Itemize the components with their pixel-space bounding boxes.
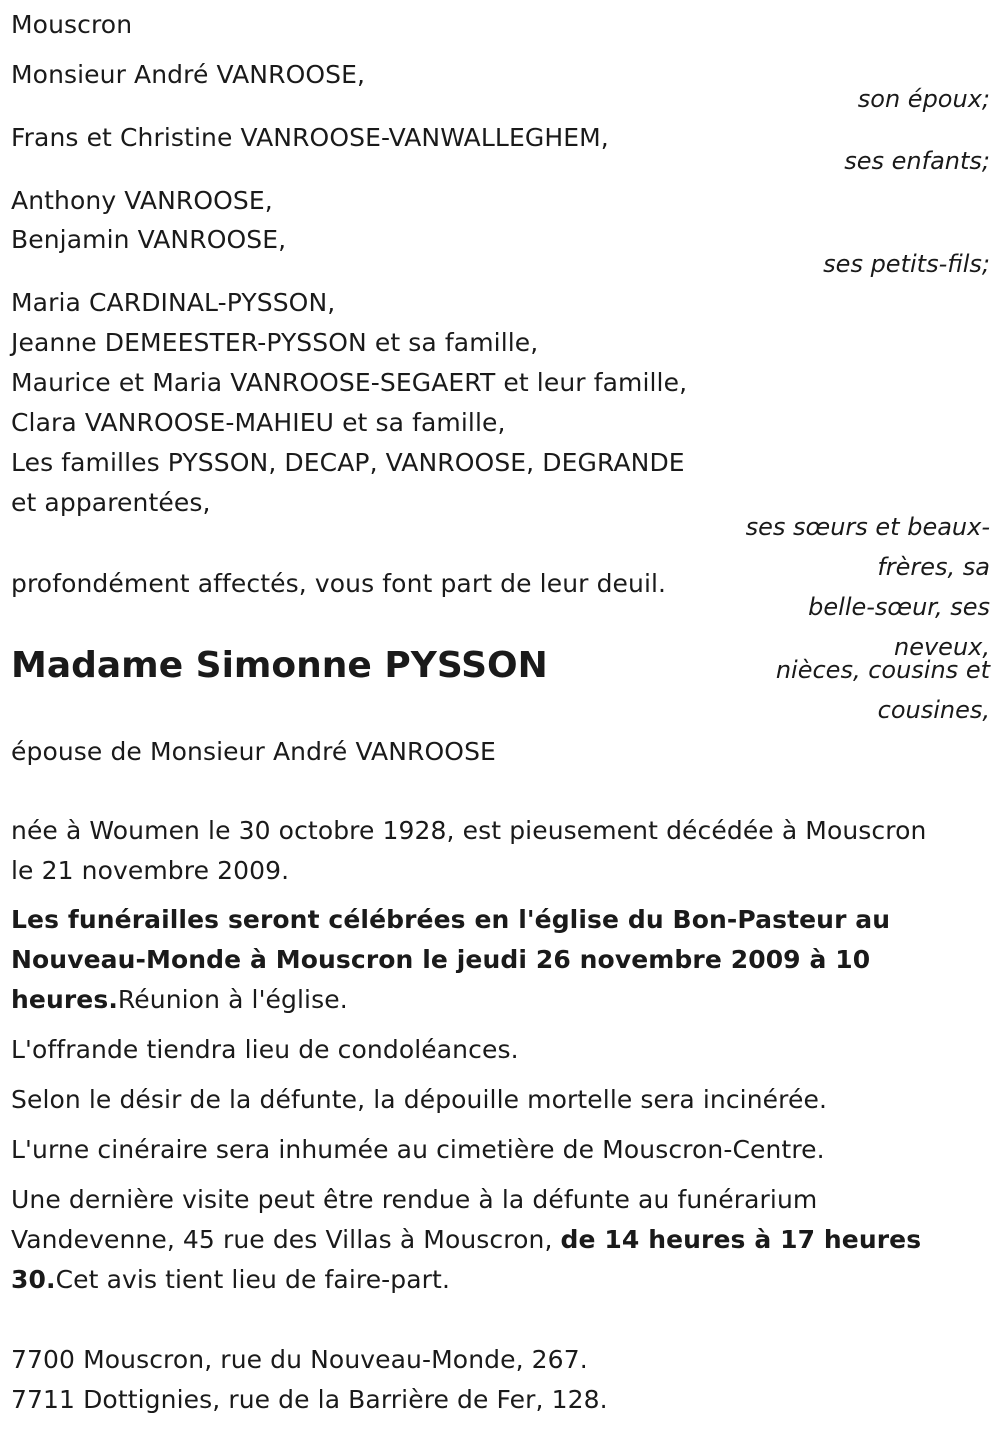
relatives-relation-line: cousines, — [877, 696, 990, 724]
funeral-gathering: Réunion à l'église. — [117, 985, 348, 1014]
relative-name: et apparentées, — [11, 488, 211, 517]
city-header: Mouscron — [11, 10, 133, 39]
grandson-name: Anthony VANROOSE, — [11, 186, 273, 215]
grandsons-relation: ses petits-fils; — [823, 250, 990, 278]
visit-line — [11, 1260, 450, 1300]
relative-name: Clara VANROOSE-MAHIEU et sa famille, — [11, 408, 506, 437]
relative-name: Jeanne DEMEESTER-PYSSON et sa famille, — [11, 328, 539, 357]
children-name: Frans et Christine VANROOSE-VANWALLEGHEM, — [11, 123, 609, 152]
visit-hours: de 14 heures à 17 heures — [560, 1225, 922, 1254]
address-line: 7700 Mouscron, rue du Nouveau-Monde, 267. — [11, 1345, 588, 1374]
visit-hours-end: 30. — [11, 1265, 56, 1294]
visit-line: Une dernière visite peut être rendue à la défunte au funérarium — [11, 1185, 818, 1214]
grandson-name: Benjamin VANROOSE, — [11, 225, 287, 254]
husband-relation: son époux; — [857, 85, 990, 113]
deceased-name: Madame Simonne PYSSON — [11, 645, 548, 686]
birth-death-line: née à Woumen le 30 octobre 1928, est pieusement décédée à Mouscron — [11, 816, 927, 845]
cremation-line: Selon le désir de la défunte, la dépouille mortelle sera incinérée. — [11, 1085, 827, 1114]
visit-location: Vandevenne, 45 rue des Villas à Mouscron, — [11, 1225, 561, 1254]
funeral-time: heures. — [11, 985, 118, 1014]
relative-name: Maria CARDINAL-PYSSON, — [11, 288, 336, 317]
offering-line: L'offrande tiendra lieu de condoléances. — [11, 1035, 519, 1064]
funeral-line-last — [11, 980, 348, 1020]
address-line: 7711 Dottignies, rue de la Barrière de Fer, 128. — [11, 1385, 608, 1414]
relative-name: Les familles PYSSON, DECAP, VANROOSE, DEGRANDE — [11, 448, 685, 477]
relatives-relation-line: ses sœurs et beaux- — [745, 513, 990, 541]
funeral-line: Les funérailles seront célébrées en l'église du Bon-Pasteur au — [11, 905, 891, 934]
relatives-relation-line: frères, sa — [877, 553, 990, 581]
visit-line — [11, 1220, 921, 1260]
funeral-line: Nouveau-Monde à Mouscron le jeudi 26 novembre 2009 à 10 — [11, 945, 871, 974]
urn-line: L'urne cinéraire sera inhumée au cimetière de Mouscron-Centre. — [11, 1135, 825, 1164]
spouse-line: épouse de Monsieur André VANROOSE — [11, 737, 496, 766]
husband-name: Monsieur André VANROOSE, — [11, 60, 366, 89]
relatives-relation-line: belle-sœur, ses — [808, 593, 990, 621]
relatives-relation-line: neveux, — [894, 633, 990, 661]
birth-death-line: le 21 novembre 2009. — [11, 856, 290, 885]
children-relation: ses enfants; — [844, 147, 990, 175]
announcement: profondément affectés, vous font part de leur deuil. — [11, 569, 667, 598]
relative-name: Maurice et Maria VANROOSE-SEGAERT et leur famille, — [11, 368, 688, 397]
relatives-relation-line: nièces, cousins et — [775, 656, 990, 684]
notice-note: Cet avis tient lieu de faire-part. — [55, 1265, 451, 1294]
